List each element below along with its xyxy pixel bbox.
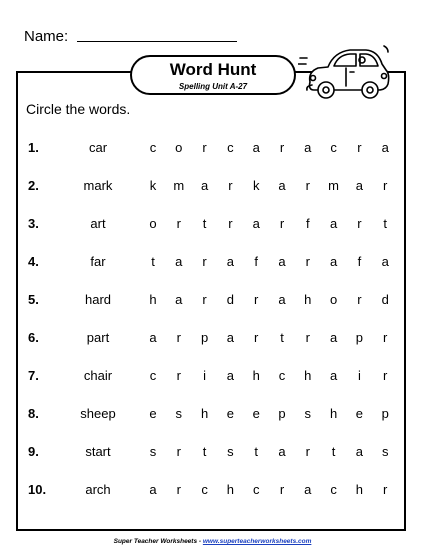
footer-brand: Super Teacher Worksheets: [113, 538, 198, 545]
letter-cell[interactable]: a: [278, 444, 286, 459]
item-number: 10.: [28, 482, 47, 497]
letter-cell[interactable]: e: [226, 406, 234, 421]
letter-sequence: [146, 292, 392, 310]
item-number: 8.: [28, 406, 39, 421]
letter-cell[interactable]: a: [226, 368, 234, 383]
letter-cell[interactable]: r: [305, 254, 310, 269]
letter-cell[interactable]: t: [331, 444, 336, 459]
target-word: start: [85, 444, 111, 459]
list-item: [28, 292, 398, 310]
item-number: 6.: [28, 330, 39, 345]
name-line[interactable]: [77, 41, 237, 42]
letter-cell[interactable]: s: [381, 444, 389, 459]
letter-cell[interactable]: a: [226, 254, 234, 269]
letter-cell[interactable]: p: [381, 406, 389, 421]
letter-cell[interactable]: r: [357, 140, 362, 155]
letter-cell[interactable]: p: [200, 330, 209, 345]
item-number: 1.: [28, 140, 39, 155]
letter-cell[interactable]: r: [176, 330, 181, 345]
letter-sequence: [146, 140, 392, 158]
letter-cell[interactable]: i: [357, 368, 361, 383]
letter-cell[interactable]: a: [355, 444, 363, 459]
letter-cell[interactable]: r: [357, 292, 362, 307]
letter-cell[interactable]: r: [305, 330, 310, 345]
letter-sequence: [146, 368, 392, 386]
letter-cell[interactable]: d: [226, 292, 234, 307]
item-number: 7.: [28, 368, 39, 383]
letter-cell[interactable]: i: [203, 368, 207, 383]
letter-cell[interactable]: a: [329, 368, 338, 383]
letter-cell[interactable]: a: [200, 178, 209, 193]
letter-cell[interactable]: a: [252, 140, 260, 155]
letter-cell[interactable]: h: [329, 406, 338, 421]
item-number: 9.: [28, 444, 39, 459]
letter-cell[interactable]: s: [149, 444, 157, 459]
letter-cell[interactable]: r: [202, 254, 207, 269]
list-item: [28, 178, 398, 196]
letter-cell[interactable]: r: [202, 292, 207, 307]
target-word: car: [88, 140, 108, 155]
letter-cell[interactable]: o: [175, 140, 183, 155]
item-number: 3.: [28, 216, 39, 231]
name-label: Name:: [24, 28, 69, 45]
letter-cell[interactable]: a: [278, 254, 286, 269]
letter-cell[interactable]: r: [279, 482, 285, 497]
letter-cell[interactable]: t: [202, 444, 207, 459]
letter-cell[interactable]: a: [355, 178, 363, 193]
letter-cell[interactable]: t: [202, 216, 207, 231]
letter-cell[interactable]: a: [175, 292, 183, 307]
letter-cell[interactable]: e: [252, 406, 260, 421]
item-number: 4.: [28, 254, 39, 269]
letter-cell[interactable]: p: [278, 406, 286, 421]
letter-cell[interactable]: a: [278, 178, 286, 193]
target-word: sheep: [80, 406, 116, 421]
letter-cell[interactable]: r: [305, 178, 310, 193]
worksheet-title: Word Hunt: [169, 60, 257, 79]
letter-cell[interactable]: f: [357, 254, 362, 269]
letter-cell[interactable]: p: [355, 330, 363, 345]
target-word: chair: [83, 368, 113, 383]
list-item: [28, 406, 398, 424]
letter-cell[interactable]: c: [149, 140, 157, 155]
letter-sequence: [146, 406, 392, 424]
letter-sequence: [146, 216, 392, 234]
letter-cell[interactable]: r: [357, 216, 362, 231]
letter-cell[interactable]: k: [252, 178, 260, 193]
letter-cell[interactable]: o: [149, 216, 157, 231]
letter-cell[interactable]: r: [305, 444, 310, 459]
letter-sequence: [146, 330, 392, 348]
letter-cell[interactable]: a: [329, 330, 338, 345]
letter-cell[interactable]: r: [383, 330, 388, 345]
letter-cell[interactable]: a: [226, 330, 234, 345]
letter-cell[interactable]: a: [329, 216, 338, 231]
letter-cell[interactable]: r: [383, 178, 388, 193]
letter-cell[interactable]: r: [176, 482, 181, 497]
letter-cell[interactable]: e: [355, 406, 363, 421]
letter-cell[interactable]: a: [381, 254, 389, 269]
letter-cell[interactable]: t: [254, 444, 258, 459]
letter-cell[interactable]: r: [176, 216, 181, 231]
letter-cell[interactable]: r: [279, 140, 285, 155]
letter-cell[interactable]: s: [304, 406, 312, 421]
letter-cell[interactable]: r: [254, 292, 259, 307]
list-item: [28, 444, 398, 462]
footer-link[interactable]: www.superteacherworksheets.com: [202, 538, 312, 545]
letter-cell[interactable]: t: [383, 216, 387, 231]
list-item: [28, 216, 398, 234]
letter-cell[interactable]: a: [381, 140, 389, 155]
letter-cell[interactable]: a: [304, 140, 312, 155]
target-word: part: [86, 330, 110, 345]
title-box: [130, 55, 296, 95]
letter-cell[interactable]: s: [227, 444, 234, 459]
letter-sequence: [146, 444, 392, 462]
letter-cell[interactable]: h: [252, 368, 260, 383]
unit-subtitle: Spelling Unit A-27: [178, 82, 248, 91]
instructions: Circle the words.: [26, 101, 131, 117]
letter-cell[interactable]: f: [254, 254, 258, 269]
letter-cell[interactable]: r: [383, 368, 388, 383]
footer: [0, 538, 425, 545]
letter-cell[interactable]: a: [149, 482, 157, 497]
letter-cell[interactable]: r: [228, 178, 233, 193]
target-word: far: [90, 254, 106, 269]
list-item: [28, 330, 398, 348]
letter-cell[interactable]: c: [149, 368, 157, 383]
letter-cell[interactable]: f: [305, 216, 310, 231]
list-item: [28, 368, 398, 386]
letter-cell[interactable]: r: [202, 140, 207, 155]
letter-cell[interactable]: c: [201, 482, 208, 497]
letter-cell[interactable]: r: [176, 368, 181, 383]
letter-cell[interactable]: c: [227, 140, 234, 155]
letter-cell[interactable]: h: [149, 292, 157, 307]
letter-cell[interactable]: o: [329, 292, 338, 307]
letter-cell[interactable]: r: [176, 444, 181, 459]
letter-cell[interactable]: a: [149, 330, 157, 345]
letter-cell[interactable]: c: [330, 482, 337, 497]
letter-cell[interactable]: t: [280, 330, 284, 345]
letter-sequence: [146, 482, 392, 500]
item-number: 2.: [28, 178, 39, 193]
letter-cell[interactable]: h: [355, 482, 363, 497]
letter-sequence: [146, 178, 392, 196]
letter-cell[interactable]: c: [278, 368, 286, 383]
letter-cell[interactable]: s: [175, 406, 183, 421]
letter-cell[interactable]: k: [149, 178, 157, 193]
letter-cell[interactable]: r: [254, 330, 259, 345]
letter-cell[interactable]: h: [226, 482, 234, 497]
cartoon-car-icon: [298, 38, 394, 108]
letter-cell[interactable]: a: [252, 216, 260, 231]
letter-cell[interactable]: m: [173, 178, 185, 193]
letter-cell[interactable]: t: [151, 254, 155, 269]
target-word: hard: [84, 292, 112, 307]
letter-cell[interactable]: r: [383, 482, 388, 497]
letter-cell[interactable]: e: [149, 406, 157, 421]
target-word: art: [90, 216, 106, 231]
letter-cell[interactable]: a: [329, 254, 338, 269]
footer-separator: -: [198, 538, 202, 545]
target-word: arch: [85, 482, 111, 497]
list-item: [28, 254, 398, 272]
target-word: mark: [83, 178, 113, 193]
list-item: [28, 482, 398, 500]
letter-cell[interactable]: c: [330, 140, 337, 155]
letter-cell[interactable]: h: [304, 292, 312, 307]
list-item: [28, 140, 398, 158]
item-number: 5.: [28, 292, 39, 307]
letter-sequence: [146, 254, 392, 272]
letter-cell[interactable]: r: [228, 216, 233, 231]
letter-cell[interactable]: a: [304, 482, 312, 497]
letter-cell[interactable]: h: [304, 368, 312, 383]
letter-cell[interactable]: d: [381, 292, 389, 307]
letter-cell[interactable]: a: [175, 254, 183, 269]
letter-cell[interactable]: a: [278, 292, 286, 307]
letter-cell[interactable]: r: [279, 216, 285, 231]
letter-cell[interactable]: h: [200, 406, 209, 421]
letter-cell[interactable]: c: [252, 482, 260, 497]
letter-cell[interactable]: m: [328, 178, 340, 193]
